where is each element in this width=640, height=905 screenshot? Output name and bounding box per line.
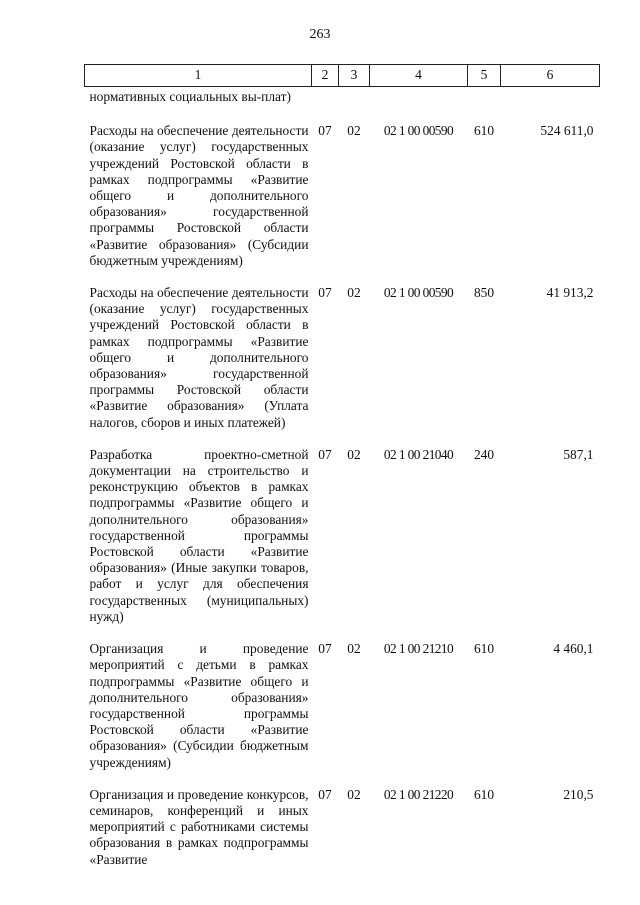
row-description: нормативных социальных вы-плат) [89,89,291,104]
row-subsection: 02 [347,123,361,139]
row-expense-type: 240 [473,446,495,462]
row-target-article: 02 1 00 00590 [383,123,454,139]
row-amount: 210,5 [563,786,594,802]
row-expense-type: 850 [473,285,495,301]
table-row [85,87,600,124]
row-amount: 41 913,2 [546,285,594,301]
table-row [85,447,600,641]
row-target-article: 02 1 00 21210 [383,641,454,657]
header-col-5: 5 [468,65,501,87]
page-number: 263 [309,27,331,42]
header-col-3: 3 [339,65,370,87]
row-subsection: 02 [347,641,361,657]
row-amount [501,87,600,124]
row-target-article: 02 1 00 21220 [383,786,454,802]
budget-table [84,64,600,868]
row-description: Организация и проведение конкурсов, семинаров, конференций и иных мероприятий с работниками системы образования в рамках подпрограммы «Развитие [89,786,309,867]
row-target-article: 02 1 00 21040 [383,446,454,462]
row-section: 07 [318,786,332,802]
row-description: Разработка проектно-сметной документации на строительство и реконструкцию объектов в рамках подпрограммы «Развитие общего и дополнительного образования» государственной программы Ростовской области «Развитие образования» (Иные закупки товаров, работ и услуг для обеспечения государственных (муниципальных) нужд) [89,446,309,624]
header-col-6: 6 [501,65,600,87]
header-col-2: 2 [312,65,339,87]
row-amount: 587,1 [563,446,594,462]
row-expense-type: 610 [473,641,495,657]
row-description: Расходы на обеспечение деятельности (оказание услуг) государственных учреждений Ростовской области в рамках подпрограммы «Развитие общего и дополнительного образования» государственной программы Ростовской области «Развитие образования» (Уплата налогов, сборов и иных платежей) [89,285,309,430]
header-row [85,65,600,87]
header-col-1: 1 [85,65,312,87]
row-amount: 4 460,1 [553,641,594,657]
row-section: 07 [318,446,332,462]
header-col-4: 4 [370,65,468,87]
table-row [85,285,600,447]
row-subsection: 02 [347,285,361,301]
row-subsection [339,87,370,124]
row-section: 07 [318,641,332,657]
table-row [85,641,600,787]
row-section [312,87,339,124]
table-row [85,123,600,285]
row-section: 07 [318,285,332,301]
table-row [85,787,600,868]
row-subsection: 02 [347,446,361,462]
row-section: 07 [318,123,332,139]
table-header [85,65,600,87]
row-description: Расходы на обеспечение деятельности (оказание услуг) государственных учреждений Ростовской области в рамках подпрограммы «Развитие общего и дополнительного образования» государственной программы Ростовской области «Развитие образования» (Субсидии бюджетным учреждениям) [89,123,309,268]
row-expense-type: 610 [473,123,495,139]
row-expense-type [468,87,501,124]
row-amount: 524 611,0 [540,123,594,139]
row-subsection: 02 [347,786,361,802]
row-description: Организация и проведение мероприятий с детьми в рамках подпрограммы «Развитие общего и дополнительного образования» государственной программы Ростовской области «Развитие образования» (Субсидии бюджетным учреждениям) [89,641,309,770]
row-target-article: 02 1 00 00590 [383,285,454,301]
row-target-article [370,87,468,124]
row-expense-type: 610 [473,786,495,802]
table-body [85,87,600,868]
